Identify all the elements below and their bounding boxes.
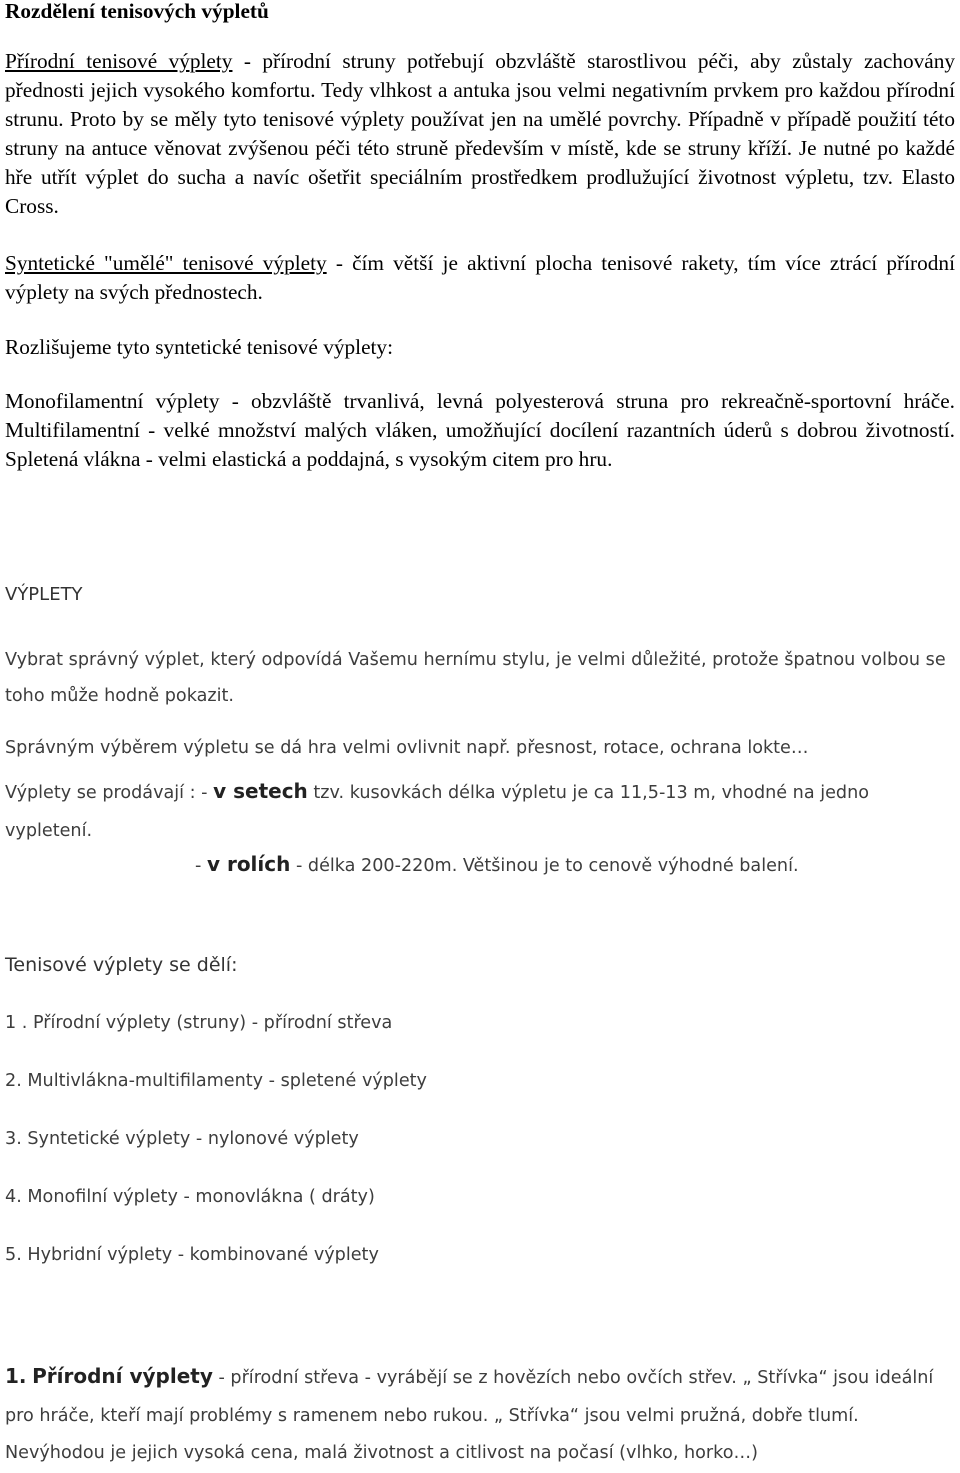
natural-detail-heading: Přírodní výplety — [32, 1364, 213, 1388]
natural-strings-link[interactable]: Přírodní tenisové výplety — [5, 49, 233, 73]
list-item-3: 3. Syntetické výplety - nylonové výplety — [5, 1129, 359, 1149]
rolls-bold: v rolích — [206, 852, 291, 876]
sold-paragraph — [5, 772, 955, 850]
list-item-5: 5. Hybridní výplety - kombinované výplety — [5, 1245, 379, 1265]
synthetic-strings-text: - čím větší je aktivní plocha tenisové rakety, tím více ztrácí přírodní výplety na svých přednostech. — [5, 251, 955, 304]
synthetic-strings-link[interactable]: Syntetické "umělé" tenisové výplety — [5, 251, 327, 275]
natural-strings-text-1: - přírodní struny potřebují obzvláště starostlivou péči, aby zůstaly zachovány přednosti jejich vysokého komfortu. Tedy vlhkost a antuka jsou velmi negativním prvkem pro každou přírodní strunu. — [5, 49, 956, 131]
sold-prefix: Výplety se prodávají : - — [5, 783, 214, 803]
natural-strings-text-3: Je nutné po každé hře utřít výplet do sucha a navíc ošetřit speciálním prostředkem prodlužující životnost výpletu, tzv. Elasto Cross. — [5, 136, 955, 218]
distinguish-line: Rozlišujeme tyto syntetické tenisové výplety: — [5, 335, 394, 359]
sold-sets-text: tzv. kusovkách délka výpletu je ca 11,5-13 m, vhodné na jedno vypletení. — [5, 783, 869, 841]
rolls-line — [195, 852, 960, 876]
list-item-2: 2. Multivlákna-multifilamenty - spletené výplety — [5, 1071, 427, 1091]
influence-line: Správným výběrem výpletu se dá hra velmi ovlivnit např. přesnost, rotace, ochrana lokte… — [5, 738, 809, 758]
section-heading-vyplety: VÝPLETY — [5, 584, 83, 605]
natural-detail-number: 1. — [5, 1364, 27, 1388]
sold-sets-bold: v setech — [213, 779, 308, 803]
natural-detail-paragraph — [5, 1358, 955, 1473]
rolls-text: - délka 200-220m. Většinou je to cenově výhodné balení. — [290, 856, 799, 876]
list-item-1: 1 . Přírodní výplety (struny) - přírodní střeva — [5, 1013, 393, 1033]
document-title: Rozdělení tenisových výpletů — [5, 0, 269, 23]
string-types-paragraph: Monofilamentní výplety - obzvláště trvanlivá, levná polyesterová struna pro rekreačně-sportovní hráče. Multifilamentní - velké množství malých vláken, umožňující docílení razantních úderů s dobrou životností. Spletená vlákna - velmi elastická a poddajná, s vysokým citem pro hru. — [5, 389, 955, 471]
rolls-prefix: - — [195, 856, 207, 876]
natural-strings-text-2: Proto by se měly tyto tenisové výplety používat jen na umělé povrchy. Případně v případě použití této struny na antuce věnovat zvýšenou péči této struně především v místě, kde se struny kříží. — [5, 107, 955, 160]
divided-heading: Tenisové výplety se dělí: — [5, 954, 238, 976]
natural-detail-text: - přírodní střeva - vyrábějí se z hovězích nebo ovčích střev. „ Střívka“ jsou ideální pro hráče, kteří mají problémy s ramenem nebo rukou. „ Střívka“ jsou velmi pružná, dobře tlumí. Nevýhodou je jejich vysoká cena, malá životnost a citlivost na počasí (vlhko, horko…) — [5, 1368, 934, 1463]
choose-string-paragraph: Vybrat správný výplet, který odpovídá Vašemu hernímu stylu, je velmi důležité, protože špatnou volbou se toho může hodně pokazit. — [5, 650, 946, 706]
synthetic-strings-paragraph — [5, 249, 955, 307]
natural-strings-paragraph — [5, 47, 955, 221]
list-item-4: 4. Monofilní výplety - monovlákna ( dráty) — [5, 1187, 375, 1207]
